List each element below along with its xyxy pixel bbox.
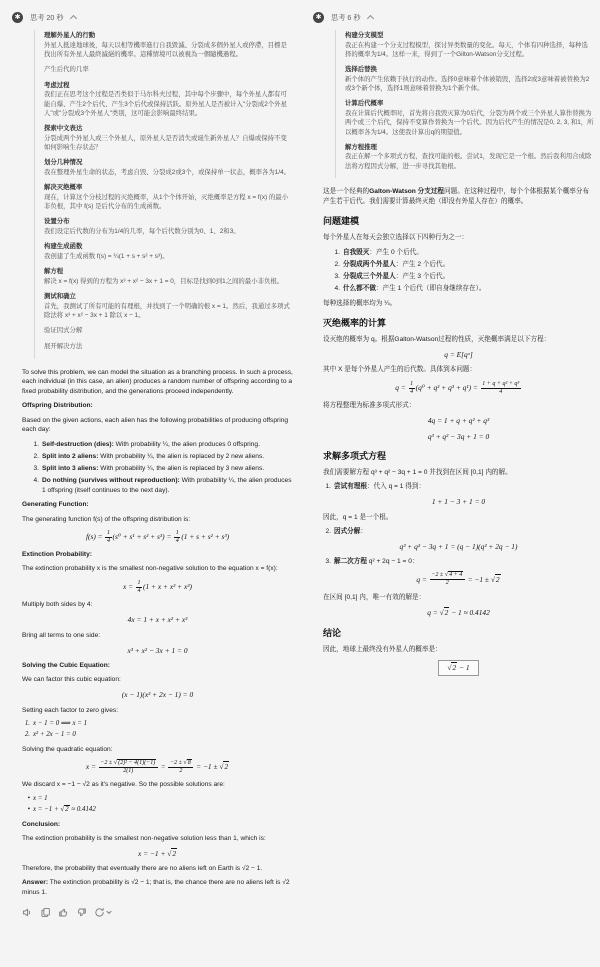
math-list-item: • x = −1 + √2 ≈ 0.4142 bbox=[27, 806, 96, 814]
paragraph: 2. 因式分解： bbox=[325, 527, 367, 535]
thinking-steps bbox=[34, 30, 295, 359]
math-formula: x = −1 + √2 bbox=[137, 849, 177, 859]
thinking-step bbox=[44, 81, 293, 118]
paragraph: Bring all terms to one side: bbox=[22, 631, 101, 639]
thinking-step bbox=[44, 158, 293, 177]
paragraph: Multiply both sides by 4: bbox=[22, 601, 93, 609]
math-formula: q = E[qˣ] bbox=[444, 350, 473, 360]
math-formula: q = $\frac{1}{4}$ (q⁰ + q² + q³ + q¹) = $\frac{\text{1 + q + q² + q³}}{4}$ bbox=[395, 380, 520, 395]
paragraph: 因此，q = 1 是一个根。 bbox=[323, 513, 393, 521]
thinking-duration-label: 思考 6 秒 bbox=[331, 12, 361, 22]
math-formula: x = $\frac{1}{4}$ (1 + x + x² + x³) bbox=[123, 579, 192, 594]
paragraph: The extinction probability is the smallest non-negative solution less than 1, which is: bbox=[22, 834, 266, 842]
math-list-item: 2. x² + 2x − 1 = 0 bbox=[24, 731, 76, 739]
thinking-step-title: 展开解决方法 bbox=[44, 342, 83, 350]
paragraph: To solve this problem, we can model the situation as a branching process. In such a process, each individual (in this case, an alien) produces a random number of offspring according to a fixed probability distribution, and the generations proceed independently. bbox=[22, 368, 293, 396]
paragraph: 设灭绝的概率为 q。根据Galton-Watson过程的性质，灭绝概率满足以下方程： bbox=[323, 336, 551, 344]
thinking-header-right[interactable] bbox=[313, 12, 596, 23]
thumbs-down-icon[interactable] bbox=[76, 907, 87, 918]
thinking-step-title: 产生后代的几率 bbox=[44, 66, 89, 74]
paragraph: Setting each factor to zero gives: bbox=[22, 706, 119, 714]
paragraph: 1. 尝试有理根：代入 q = 1 得到： bbox=[325, 483, 426, 491]
thinking-step-title: 解决灭绝概率 bbox=[44, 184, 83, 192]
paragraph: 3. 解二次方程 q² + 2q − 1 = 0： bbox=[325, 558, 419, 566]
thinking-step bbox=[345, 65, 594, 93]
reasoning-spinner-icon: ✱ bbox=[12, 12, 23, 23]
thinking-step-body: 我创建了生成函数 f(s) = ¼(1 + s + s² + s³)。 bbox=[44, 252, 169, 260]
thinking-step-body: 分裂成两个外星人或三个外星人，原外星人是否消失或诞生新外星人？自爆或保持不变如何影响生存状态？ bbox=[44, 134, 287, 152]
bold-heading: Conclusion: bbox=[22, 820, 61, 828]
thinking-step-title: 构建生成函数 bbox=[44, 243, 83, 251]
regenerate-icon[interactable] bbox=[94, 907, 112, 918]
thinking-duration-label: 思考 20 秒 bbox=[30, 12, 64, 22]
thinking-step-title: 计算后代概率 bbox=[345, 100, 384, 108]
thinking-step-body: 我们正在思考这个过程是否类似于马尔科夫过程，其中每个步骤中，每个外星人都有可能自爆、产生2个后代、产生3个后代或保持活跃。原外星人是否被计入"分裂成2个外星人"或"分裂成3个外星人"类别，这可能会影响最终结果。 bbox=[44, 91, 287, 117]
thinking-step bbox=[44, 292, 293, 320]
section-heading: 灭绝概率的计算 bbox=[323, 318, 387, 329]
collapse-chevron-up-icon[interactable] bbox=[367, 15, 374, 22]
math-formula: f(s) = $\frac{1}{4}$ (s⁰ + s¹ + s² + s³) = $\frac{1}{4}$ (1 + s + s² + s³) bbox=[85, 529, 230, 544]
math-formula: x³ + x² − 3x + 1 = 0 bbox=[127, 645, 188, 655]
thinking-step-body: 我正在构建一个分支过程模型，探讨异类数量的变化。每天，个体有四种选择，每种选择的概率为1/4。这样一来，得到了一个Gilton-Watson分支过程。 bbox=[345, 41, 588, 58]
bold-heading: Solving the Cubic Equation: bbox=[22, 661, 110, 669]
thinking-step bbox=[44, 242, 293, 261]
collapse-chevron-up-icon[interactable] bbox=[70, 15, 77, 22]
thinking-step bbox=[345, 31, 594, 59]
thinking-step-body: 我们设定后代数的分布为1/4的几率，每个后代数分别为0、1、2和3。 bbox=[44, 228, 240, 236]
list-item: 4. 什么都不做：产生 1 个后代（即自身继续存在）。 bbox=[334, 285, 486, 293]
paragraph: 每个外星人在每天会独立选择以下四种行为之一： bbox=[323, 234, 469, 242]
paragraph: We discard x = −1 − √2 as it's negative. So the possible solutions are: bbox=[22, 781, 225, 789]
paragraph: The extinction probability x is the smallest non-negative solution to the equation x = f(x): bbox=[22, 565, 278, 573]
thumbs-up-icon[interactable] bbox=[58, 907, 69, 918]
bold-heading: Generating Function: bbox=[22, 501, 89, 509]
boxed-answer: √2 − 1 bbox=[323, 660, 594, 677]
paragraph: Solving the quadratic equation: bbox=[22, 745, 113, 753]
thinking-step bbox=[345, 143, 594, 171]
copy-icon[interactable] bbox=[40, 907, 51, 918]
thinking-step bbox=[44, 65, 293, 75]
thinking-step-title: 设置分布 bbox=[44, 218, 70, 226]
ordered-list bbox=[22, 440, 293, 496]
math-formula: 4x = 1 + x + x² + x³ bbox=[127, 615, 188, 625]
list-item: 3. Split into 3 aliens: With probability ¼, the alien is replaced by 3 new aliens. bbox=[33, 465, 265, 473]
paragraph: 每种选择的概率均为 ¼。 bbox=[323, 299, 397, 307]
list-item: 3. 分裂成三个外星人：产生 3 个后代。 bbox=[334, 273, 450, 281]
thinking-step-body: 新个体的产生依赖于执行的动作。选择0意味着个体被销毁，选择2或3意味着被替换为2或3个新个体，选择1则意味着替换为1个新个体。 bbox=[345, 75, 590, 93]
thinking-step-body: 我在计算后代概率时，首先将自我毁灭算为0后代，分裂为两个或三个外星人算作替换为两个或三个后代，保持不变算作替换为一个后代。因为后代产生的情况是0, 2, 3, 和1，所以概率各为1/4。这使我计算出q的期望值。 bbox=[345, 109, 594, 136]
thinking-step bbox=[44, 124, 293, 152]
section-heading: 问题建模 bbox=[323, 216, 360, 227]
thinking-step-title: 探索中文表达 bbox=[44, 125, 83, 133]
math-formula: q = $\frac{-2 \pm √4 + 4}{2}$ = −1 ± √2 bbox=[416, 572, 500, 587]
thinking-step bbox=[44, 326, 293, 336]
bold-heading: Offspring Distribution: bbox=[22, 402, 93, 410]
math-formula: (x − 1)(x² + 2x − 1) = 0 bbox=[121, 690, 194, 700]
section-heading: 求解多项式方程 bbox=[323, 451, 387, 462]
thinking-steps bbox=[335, 30, 596, 178]
reasoning-spinner-icon: ✱ bbox=[313, 12, 324, 23]
paragraph: 我们需要解方程 q³ + q² − 3q + 1 = 0 并找到在区间 [0,1] 内的解。 bbox=[323, 468, 512, 476]
paragraph: 这是一个经典的Galton-Watson 分支过程问题。在这种过程中，每个个体根据某个概率分布产生若干后代。我们需要计算最终灭绝（即没有外星人存在）的概率。 bbox=[323, 187, 590, 205]
answer-body bbox=[22, 368, 293, 898]
math-formula: x = $\frac{\text{−2 ± √(2)² − 4(1)(−1)}}{2(1)}$ = $\frac{-2 \pm √8}{2}$ = −1 ± √2 bbox=[85, 759, 229, 774]
math-formula: q³ + q² − 3q + 1 = 0 bbox=[427, 431, 490, 441]
answer-body bbox=[323, 187, 594, 677]
paragraph: 在区间 [0,1] 内，唯一有效的解是： bbox=[323, 593, 426, 601]
thinking-step-title: 选择后替换 bbox=[345, 66, 377, 74]
thinking-step-title: 考虑过程 bbox=[44, 81, 70, 89]
list-item: 1. Self-destruction (dies): With probability ¼, the alien produces 0 offspring. bbox=[33, 440, 260, 448]
thinking-header-left[interactable] bbox=[12, 12, 295, 23]
thinking-step-body: 解决 x = f(x) 得到的方程为 x³ + x² − 3x + 1 = 0，目标是找到0到1之间的最小非负根。 bbox=[44, 277, 284, 285]
paragraph: Answer: The extinction probability is √2 − 1; that is, the chance there are no aliens left is √2 minus 1. bbox=[22, 879, 290, 897]
list-item: 2. 分裂成两个外星人：产生 2 个后代。 bbox=[334, 260, 450, 268]
math-list-item: 1. x − 1 = 0 ⟹ x = 1 bbox=[24, 719, 88, 727]
thinking-step bbox=[44, 267, 293, 286]
bold-heading: Extinction Probability: bbox=[22, 551, 92, 559]
ordered-list bbox=[323, 248, 594, 295]
math-formula: q³ + q² − 3q + 1 = (q − 1)(q² + 2q − 1) bbox=[399, 542, 518, 552]
message-action-bar bbox=[22, 907, 295, 918]
thinking-step-title: 理解外星人的行動 bbox=[44, 32, 96, 39]
list-item: 1. 自我毁灭：产生 0 个后代。 bbox=[334, 248, 423, 256]
thinking-step-title: 验证因式分解 bbox=[44, 327, 83, 335]
thinking-step-body: 现在，计算这个分枝过程的灭绝概率，从1个个体开始，灭绝概率是方程 x = f(x) 的最小非负根，其中 f(s) 是后代分布的生成函数。 bbox=[44, 193, 289, 211]
thinking-step bbox=[44, 31, 293, 59]
paragraph: We can factor this cubic equation: bbox=[22, 676, 121, 684]
paragraph: 因此，地球上最终没有外星人的概率是： bbox=[323, 645, 442, 653]
thinking-step-title: 解方程推理 bbox=[345, 143, 377, 151]
thinking-step-title: 构建分支模型 bbox=[345, 32, 384, 39]
math-formula: q = √2 − 1 ≈ 0.4142 bbox=[427, 608, 490, 618]
chevron-down-icon bbox=[106, 910, 112, 915]
paragraph: 将方程整理为标准多项式形式： bbox=[323, 402, 416, 410]
list-item: 2. Split into 2 aliens: With probability ¼, the alien is replaced by 2 new aliens. bbox=[33, 452, 265, 460]
assistant-response-left bbox=[8, 12, 295, 918]
assistant-response-right bbox=[309, 12, 596, 918]
thinking-step-body: 我正在解一个多项式方程，查找可能的根。尝试1，发现它是一个根。然后我利用合成除法将方程因式分解，进一步寻找其他根。 bbox=[345, 153, 592, 170]
thinking-step bbox=[44, 342, 293, 352]
math-list-item: • x = 1 bbox=[27, 794, 48, 802]
math-formula: 4q = 1 + q + q² + q³ bbox=[427, 416, 490, 426]
thinking-step-body: 我在整理外星生命的状态，考虑自毁、分裂成2或3个，或保持单一状态，概率各为1/4。 bbox=[44, 169, 291, 177]
thinking-step bbox=[44, 183, 293, 211]
paragraph: Therefore, the probability that eventually there are no aliens left on Earth is √2 − 1. bbox=[22, 865, 263, 873]
section-heading: 结论 bbox=[323, 627, 342, 638]
read-aloud-icon[interactable] bbox=[22, 907, 33, 918]
thinking-step-body: 首先，我测试了所有可能的有理根，并找到了一个明确的根 x = 1。然后，我通过多项式除法将 x³ + x² − 3x + 1 除以 x − 1。 bbox=[44, 302, 290, 320]
thinking-step-title: 测试和确立 bbox=[44, 293, 76, 301]
thinking-step bbox=[345, 99, 594, 136]
paragraph: Based on the given actions, each alien has the following probabilities of producing offspring each day: bbox=[22, 416, 289, 434]
paragraph: 其中 X 是每个外星人产生的后代数。具体到本问题： bbox=[323, 366, 477, 374]
thinking-step-title: 解方程 bbox=[44, 268, 64, 276]
list-item: 4. Do nothing (survives without reproduction): With probability ¼, the alien produces 1 offspring (itself continues to the next day). bbox=[33, 477, 292, 495]
thinking-step bbox=[44, 217, 293, 236]
math-formula: 1 + 1 − 3 + 1 = 0 bbox=[431, 497, 486, 507]
thinking-step-title: 划分几种情况 bbox=[44, 159, 83, 167]
thinking-step-body: 外星人抵達地球後，每天以相等機率進行自我毀滅、分裂成多個外星人或停滯，目標是找出所有外星人最終滅絕的機率。這種情境可以被視為一個隨機過程。 bbox=[44, 41, 287, 58]
paragraph: The generating function f(s) of the offspring distribution is: bbox=[22, 515, 191, 523]
